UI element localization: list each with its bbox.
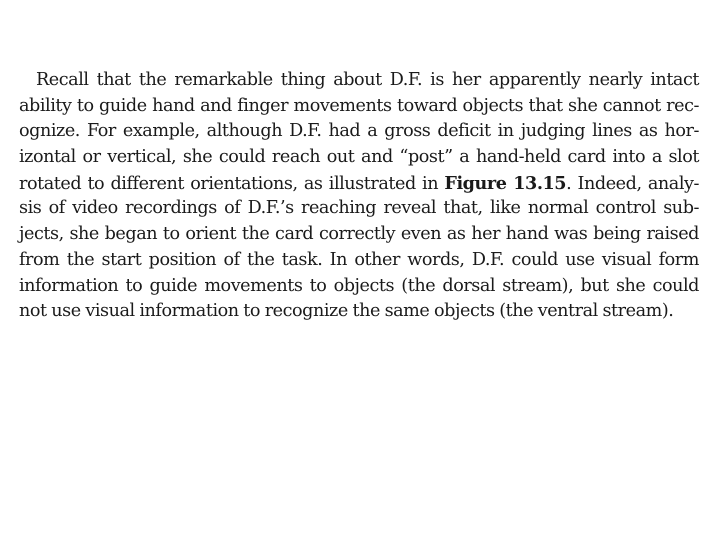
paragraph-line-5 (19, 171, 699, 197)
paragraph-line-8: from the start position of the task. In other words, D.F. could use visual form (19, 249, 699, 270)
paragraph-line-10: not use visual information to recognize the same objects (the ventral stream). (19, 301, 674, 322)
body-paragraph (19, 68, 699, 325)
paragraph-line-5-tail: . Indeed, analy- (566, 173, 699, 194)
paragraph-line-1: Recall that the remarkable thing about D.F. is her apparently nearly intact (36, 70, 699, 90)
paragraph-line-7: jects, she began to orient the card correctly even as her hand was being raised (19, 224, 699, 245)
paragraph-line-5-text: rotated to different orientations, as illustrated in (19, 173, 445, 194)
paragraph-line-6: sis of video recordings of D.F.’s reaching reveal that, like normal control sub- (19, 198, 699, 219)
paragraph-line-4: izontal or vertical, she could reach out and “post” a hand-held card into a slot (19, 147, 699, 168)
paragraph-line-3: ognize. For example, although D.F. had a gross deficit in judging lines as hor- (19, 121, 699, 142)
figure-reference: Figure 13.15 (444, 172, 567, 194)
paragraph-line-9: information to guide movements to objects (the dorsal stream), but she could (19, 275, 699, 296)
paragraph-line-2: ability to guide hand and finger movements toward objects that she cannot rec- (19, 95, 699, 116)
